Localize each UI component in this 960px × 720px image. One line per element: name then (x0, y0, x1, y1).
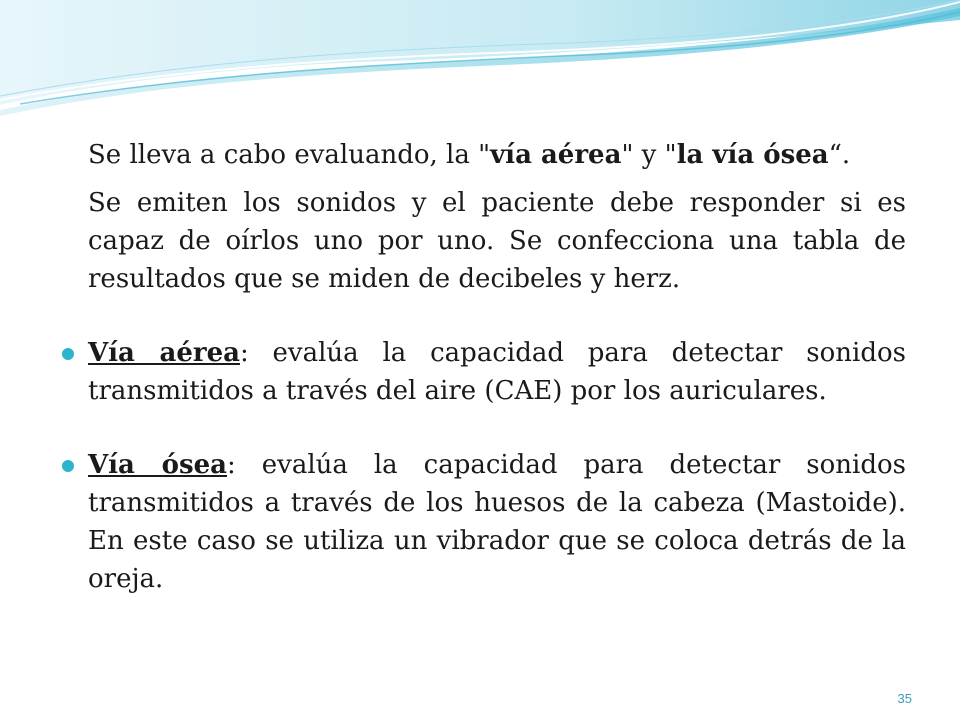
bullet-via-aerea (88, 334, 906, 410)
slide-number: 35 (897, 691, 912, 706)
bullet-term-via-aerea: Vía aérea (88, 338, 240, 368)
intro-bold-via-aerea: vía aérea (490, 140, 622, 170)
intro-bold-via-osea: la vía ósea (676, 140, 829, 170)
bullet-text-via-osea: : evalúa la capacidad para detectar sonidos transmitidos a través de los huesos de la cabeza (Mastoide). En este caso se utiliza un vibrador que se coloca detrás de la oreja. (88, 450, 906, 594)
intro-paragraph-2: Se emiten los sonidos y el paciente debe responder si es capaz de oírlos uno por uno. Se confecciona una tabla de resultados que se miden de decibeles y herz. (88, 188, 906, 294)
header-wave-decoration (0, 0, 960, 120)
intro-paragraph-1 (88, 136, 906, 174)
bullet-term-via-osea: Vía ósea (88, 450, 228, 480)
intro-text-3: “. (828, 140, 851, 170)
intro-text-2: " y " (621, 140, 677, 170)
intro-text-1: Se lleva a cabo evaluando, la " (88, 140, 491, 170)
bullet-text-via-aerea: : evalúa la capacidad para detectar sonidos transmitidos a través del aire (CAE) por los auriculares. (88, 338, 906, 406)
bullet-via-osea (88, 446, 906, 598)
slide-body (88, 136, 906, 598)
